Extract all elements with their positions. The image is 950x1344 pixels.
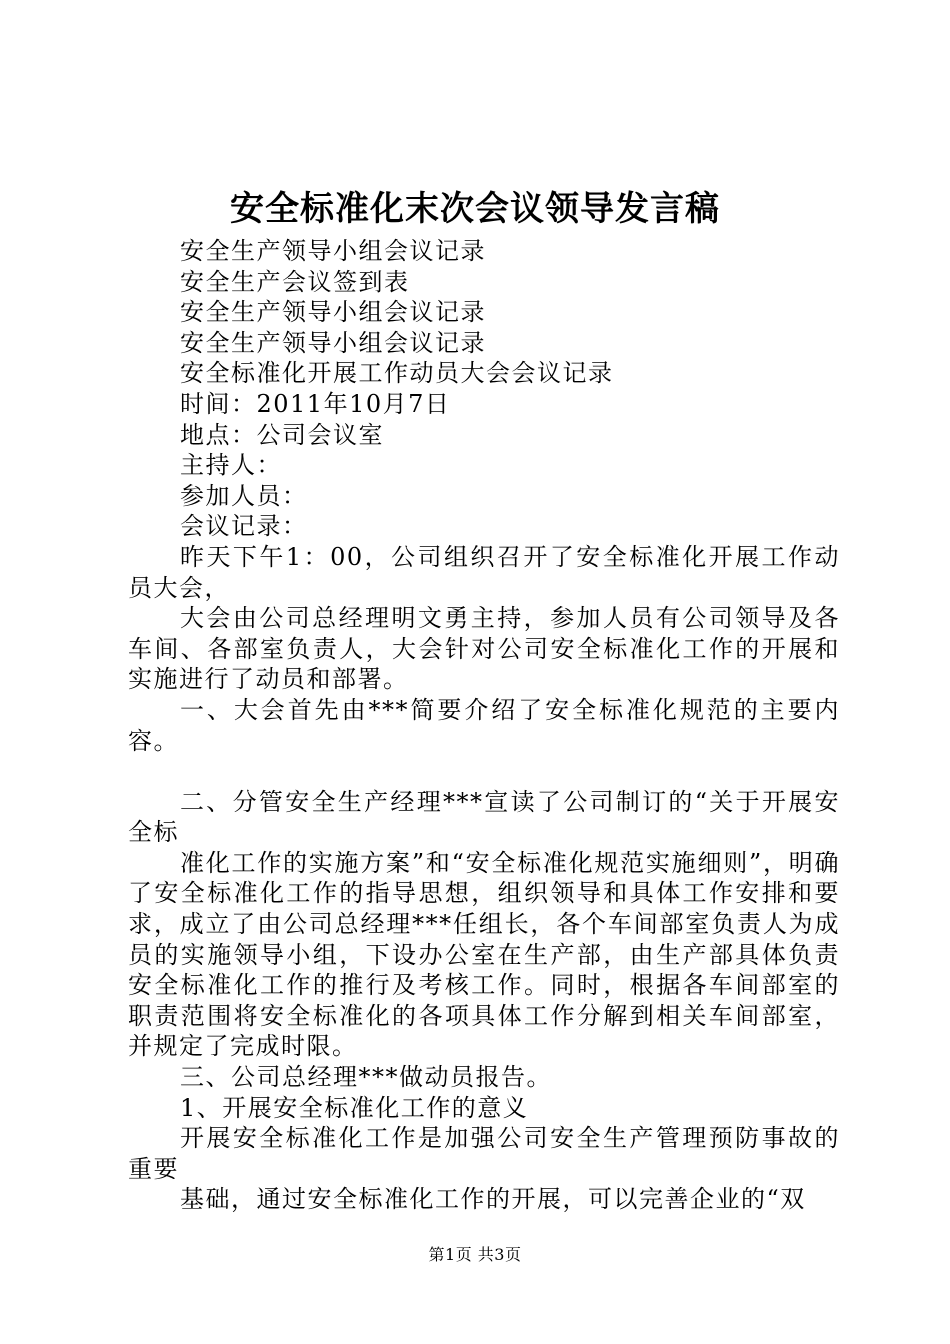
body-paragraph: 一、大会首先由***简要介绍了安全标准化规范的主要内容。 [128, 695, 840, 755]
meeting-time: 时间：2011年10月7日 [180, 389, 451, 418]
document-body [128, 236, 840, 1215]
body-paragraph: 开展安全标准化工作是加强公司安全生产管理预防事故的重要 [128, 1124, 840, 1183]
header-line: 安全标准化开展工作动员大会会议记录 [180, 359, 614, 388]
meeting-location: 地点：公司会议室 [180, 420, 384, 449]
header-line: 安全生产领导小组会议记录 [180, 298, 486, 327]
body-paragraph: 昨天下午1：00，公司组织召开了安全标准化开展工作动员大会， [128, 542, 840, 602]
document-title: 安全标准化末次会议领导发言稿 [230, 189, 720, 229]
body-paragraph: 二、分管安全生产经理***宣读了公司制订的“关于开展安全标 [128, 787, 840, 847]
page-footer: 第1页 共3页 [428, 1245, 522, 1264]
header-line: 安全生产领导小组会议记录 [180, 237, 486, 265]
header-line: 安全生产会议签到表 [180, 267, 410, 296]
meeting-minutes-label: 会议记录： [180, 512, 308, 541]
body-paragraph: 准化工作的实施方案”和“安全标准化规范实施细则”，明确了安全标准化工作的指导思想，组织领导和具体工作安排和要求，成立了由公司总经理***任组长，各个车间部室负责人为成员的实施领导小组，下设办公室在生产部，由生产部具体负责安全标准化工作的推行及考核工作。同时，根据各车间部室的职责范围将安全标准化的各项具体工作分解到相关车间部室，并规定了完成时限。 [128, 848, 840, 1061]
meeting-attendees: 参加人员： [180, 481, 308, 510]
section-heading: 1、开展安全标准化工作的意义 [180, 1093, 529, 1122]
body-paragraph: 三、公司总经理***做动员报告。 [180, 1063, 552, 1092]
body-paragraph: 基础，通过安全标准化工作的开展，可以完善企业的“双 [180, 1185, 806, 1214]
paragraph-gap [128, 756, 840, 787]
header-line: 安全生产领导小组会议记录 [180, 328, 486, 357]
meeting-host: 主持人： [180, 451, 282, 480]
body-paragraph: 大会由公司总经理明文勇主持，参加人员有公司领导及各车间、各部室负责人，大会针对公司安全标准化工作的开展和实施进行了动员和部署。 [128, 604, 840, 694]
